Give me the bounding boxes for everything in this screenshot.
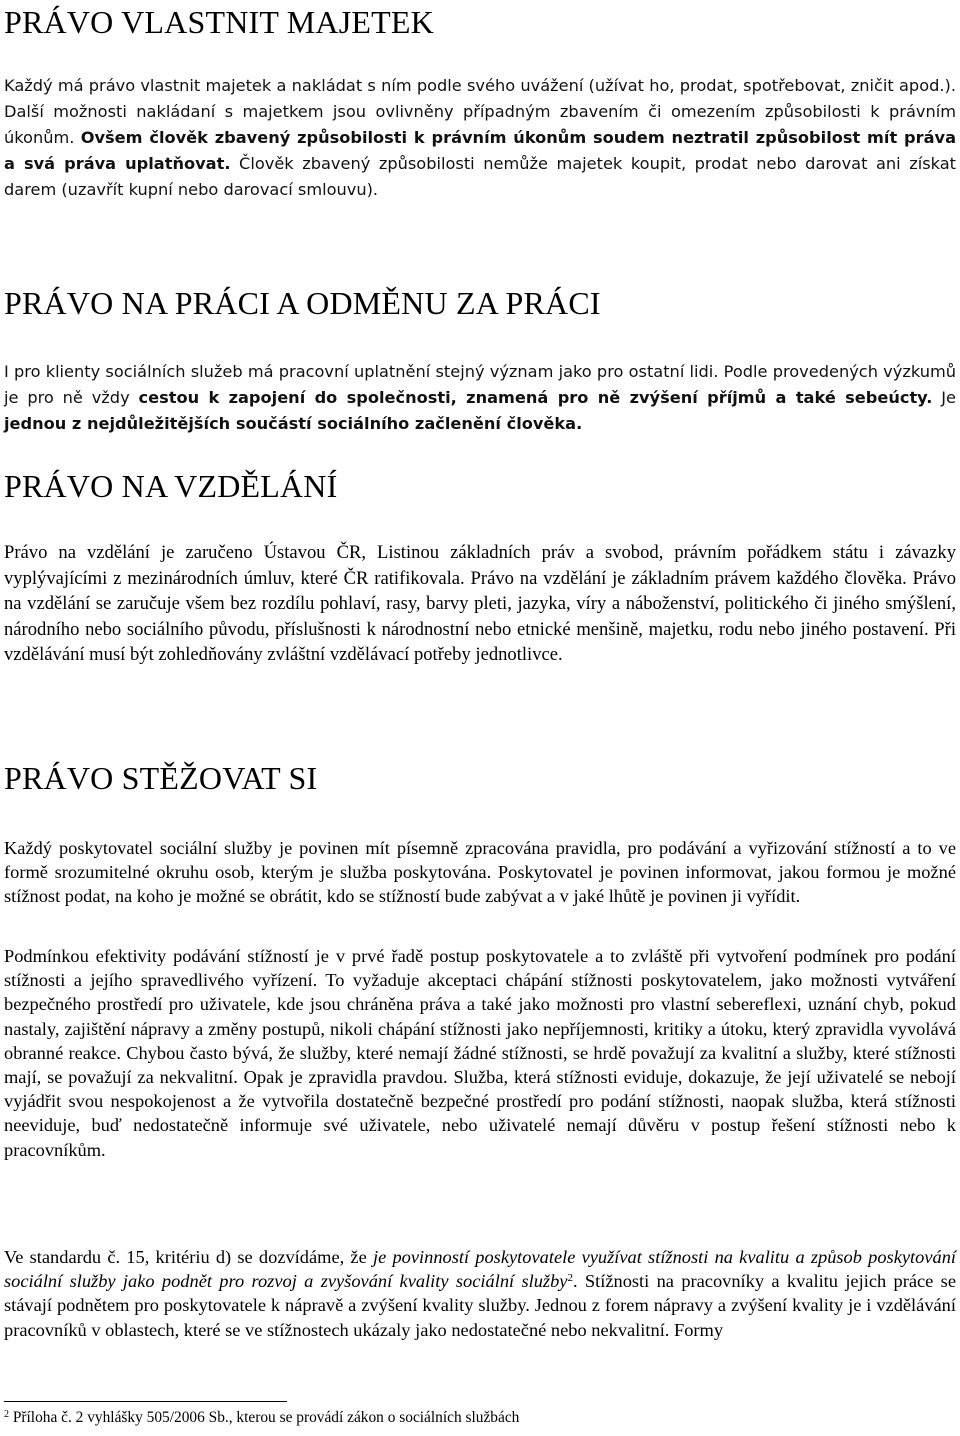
heading-pravo-stezovat-si: PRÁVO STĚŽOVAT SI [4, 760, 318, 796]
text-run-bold: cestou k zapojení do společnosti, znamená pro ně zvýšení příjmů a také sebeúcty. [138, 388, 933, 407]
paragraph-vzdelani: Právo na vzdělání je zaručeno Ústavou ČR, Listinou základních práv a svobod, právním pořádkem státu i závazky vyplývajícími z mezinárodních úmluv, které ČR ratifikovala. Právo na vzdělání je základním právem každého člověka. Právo na vzdělání se zaručuje všem bez rozdílu pohlaví, rasy, barvy pleti, jazyka, víry a náboženství, politického či jiného smýšlení, národního nebo sociálního původu, příslušnosti k národnostní nebo etnické menšině, majetku, rodu nebo jiného postavení. Při vzdělávání musí být zohledňovány zvláštní vzdělávací potřeby jednotlivce. [4, 542, 956, 666]
footnote-reference[interactable]: 2 [567, 1272, 573, 1285]
text-run: Každý má právo vlastnit majetek a nakládat s ním podle svého uvážení (užívat ho, prodat, spotřebovat, zničit apod.). Další možnosti nakládaní s majetkem jsou ovlivněny případným zbavením či omezením způsobilosti k právním úkonům. [4, 76, 956, 147]
paragraph-prace [4, 359, 956, 437]
footnote-separator [4, 1401, 287, 1402]
heading-pravo-na-praci: PRÁVO NA PRÁCI A ODMĚNU ZA PRÁCI [4, 285, 601, 321]
text-run-bold: jednou z nejdůležitějších součástí sociálního začlenění člověka. [4, 414, 583, 433]
heading-pravo-na-vzdelani: PRÁVO NA VZDĚLÁNÍ [4, 468, 338, 504]
heading-pravo-vlastnit-majetek: PRÁVO VLASTNIT MAJETEK [4, 4, 434, 40]
paragraph-stiznosti-efektivita: Podmínkou efektivity podávání stížností je v prvé řadě postup poskytovatele a to zvláště při vytvoření podmínek pro podání stížnosti a jejího spravedlivého vyřízení. To vyžaduje akceptaci chápání stížnosti poskytovatelem, jako možnosti vytváření bezpečného prostředí pro uživatele, kde jsou chráněna práva a také jako možnosti pro vlastní sebereflexi, uznání chyb, pokud nastaly, zajištění nápravy a změny postupů, nikoli chápání stížnosti jako nepříjemnosti, kritiky a útoku, který zpravidla vyvolává obranné reakce. Chybou často bývá, že služby, které nemají žádné stížnosti, se hrdě považují za kvalitní a služby, které stížnosti mají, se považují za nekvalitní. Opak je zpravidla pravdou. Služba, která stížnosti eviduje, dokazuje, že její uživatelé se nebojí vyjádřit svou nespokojenost a že vytvořila dostatečně bezpečné prostředí pro podání stížnosti, naopak služba, která stížnosti neeviduje, buď nedostatečně informuje své uživatele, nebo uživatelé nemají důvěru v postup řešení stížnosti nebo k pracovníkům. [4, 946, 956, 1160]
text-run: Ve standardu č. 15, kritériu d) se dozvídáme, že [4, 1247, 373, 1267]
footnote [4, 1408, 904, 1428]
text-run: . Stížnosti na pracovníky a kvalitu jejich práce se stávají podnětem pro poskytovatele k nápravě a zvýšení kvality služby. Jednou z forem nápravy a zvýšení kvality je i vzdělávání pracovníků v oblastech, které se ve stížnostech ukázaly jako nedostatečné nebo nekvalitní. Formy [4, 1271, 956, 1340]
text-run-bold: Ovšem člověk zbavený způsobilosti k právním úkonům soudem neztratil způsobilost mít práva a svá práva uplatňovat. [4, 128, 956, 173]
paragraph-standard-15 [4, 1245, 956, 1342]
paragraph-stiznosti-pravidla: Každý poskytovatel sociální služby je povinen mít písemně zpracována pravidla, pro podávání a vyřizování stížností a to ve formě srozumitelné okruhu osob, kterým je služba poskytována. Poskytovatel je povinen informovat, jakou formou je možné stížnost podat, na koho je možné se obrátit, kdo se stížností bude zabývat a v jaké lhůtě je povinen ji vyřídit. [4, 838, 956, 907]
footnote-mark: 2 [4, 1409, 9, 1420]
text-run-italic: je povinností poskytovatele využívat stížnosti na kvalitu a způsob poskytování sociální služby jako podnět pro rozvoj a zvyšování kvality sociální služby [4, 1247, 956, 1292]
text-run: Je [932, 388, 956, 407]
paragraph-majetek [4, 73, 956, 203]
text-run: Člověk zbavený způsobilosti nemůže majetek koupit, prodat nebo darovat ani získat darem (uzavřít kupní nebo darovací smlouvu). [4, 154, 956, 199]
text-run: I pro klienty sociálních služeb má pracovní uplatnění stejný význam jako pro ostatní lidi. Podle provedených výzkumů je pro ně vždy [4, 362, 956, 407]
footnote-text: Příloha č. 2 vyhlášky 505/2006 Sb., kterou se provádí zákon o sociálních službách [9, 1409, 520, 1426]
